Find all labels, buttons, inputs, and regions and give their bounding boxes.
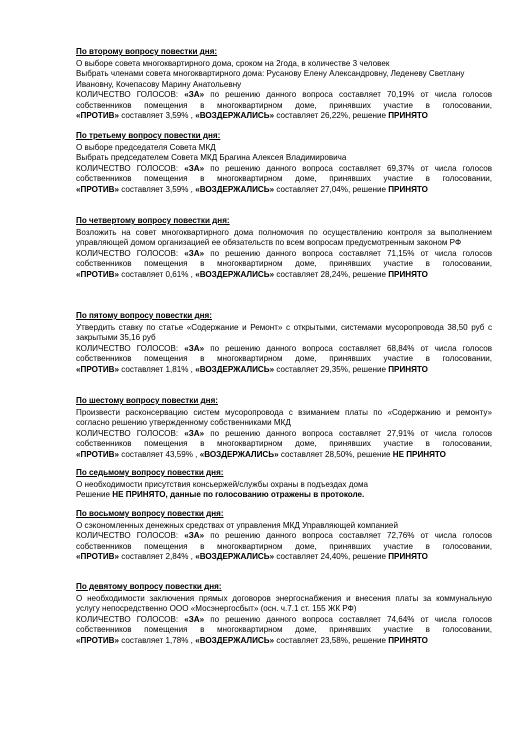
vote-result	[76, 344, 492, 365]
vote-result-tail	[76, 111, 492, 121]
question-text: О необходимости заключения прямых договоров энергоснабжения и внесения платы за коммунальную услугу непосредственно ООО «Мосэнергосбыт» (осн. ч.7.1 ст. 155 ЖК РФ)	[76, 593, 492, 614]
vote-result-tail	[76, 450, 492, 460]
question-8-section	[76, 509, 492, 563]
protiv-text: составляет 1,81% ,	[121, 364, 193, 374]
question-text: Утвердить ставку по статье «Содержание и Ремонт» с открытыми, системами мусоропровода 38,50 руб с закрытыми 35,16 руб	[76, 322, 492, 343]
section-heading: По пятому вопросу повестки дня:	[76, 311, 212, 320]
za-text: по решению данного вопроса составляет 68,84% от числа голосов собственников помещения в многоквартирном доме, принявших участие в голосовании,	[76, 343, 493, 364]
decision-text: Выбрать членами совета многоквартирного дома: Русанову Елену Александровну, Леденеву Светлану Ивановну, Кочепасову Марину Анатольевну	[76, 69, 465, 89]
vote-result-tail	[76, 185, 492, 195]
decision-result: ПРИНЯТО	[388, 552, 428, 562]
za-text: по решению данного вопроса составляет 71,15% от числа голосов собственников помещения в многоквартирном доме, принявших участие в голосовании,	[76, 248, 493, 269]
decision-line	[76, 490, 492, 500]
vote-label: КОЛИЧЕСТВО ГОЛОСОВ:	[76, 531, 179, 541]
vote-result	[76, 615, 492, 636]
za-label: «ЗА»	[184, 614, 205, 624]
vote-result-tail	[76, 270, 492, 280]
vote-result-tail	[76, 636, 492, 646]
vote-label: КОЛИЧЕСТВО ГОЛОСОВ:	[76, 90, 179, 100]
vote-label: КОЛИЧЕСТВО ГОЛОСОВ:	[76, 343, 179, 353]
za-text: по решению данного вопроса составляет 27,91% от числа голосов собственников помещения в многоквартирном доме, принявших участие в голосовании,	[76, 428, 493, 449]
vozd-label: «ВОЗДЕРЖАЛИСЬ»	[195, 269, 275, 279]
protiv-text: составляет 0,61% ,	[121, 269, 193, 279]
vote-result-tail	[76, 552, 492, 562]
question-3-section	[76, 131, 492, 195]
vozd-label: «ВОЗДЕРЖАЛИСЬ»	[195, 184, 275, 194]
protiv-label: «ПРОТИВ»	[76, 364, 120, 374]
za-label: «ЗА»	[184, 531, 205, 541]
vote-result	[76, 164, 492, 185]
vozd-label: «ВОЗДЕРЖАЛИСЬ»	[195, 635, 275, 645]
decision-result: НЕ ПРИНЯТО	[392, 449, 446, 459]
decision-result: ПРИНЯТО	[388, 269, 428, 279]
section-heading: По шестому вопросу повестки дня:	[76, 396, 218, 405]
protiv-text: составляет 43,59% ,	[121, 449, 198, 459]
vote-label: КОЛИЧЕСТВО ГОЛОСОВ:	[76, 163, 179, 173]
question-text: Произвести расконсервацию систем мусоропровода с взиманием платы по «Содержанию и ремонту» согласно решению утвержденному собственниками МКД	[76, 407, 492, 428]
protiv-label: «ПРОТИВ»	[76, 552, 120, 562]
vote-result	[76, 531, 492, 552]
vote-label: КОЛИЧЕСТВО ГОЛОСОВ:	[76, 428, 179, 438]
vote-result	[76, 90, 492, 111]
question-text: О сэкономленных денежных средствах от управления МКД Управляющей компанией	[76, 520, 398, 530]
vote-label: КОЛИЧЕСТВО ГОЛОСОВ:	[76, 248, 179, 258]
vozd-label: «ВОЗДЕРЖАЛИСЬ»	[195, 552, 275, 562]
protiv-label: «ПРОТИВ»	[76, 184, 120, 194]
vozd-label: «ВОЗДЕРЖАЛИСЬ»	[195, 364, 275, 374]
decision-result: ПРИНЯТО	[388, 635, 428, 645]
za-text: по решению данного вопроса составляет 69,37% от числа голосов собственников помещения в многоквартирном доме, принявших участие в голосовании,	[76, 163, 493, 184]
vozd-text: составляет 23,58%, решение	[276, 635, 386, 645]
za-text: по решению данного вопроса составляет 70,19% от числа голосов собственников помещения в многоквартирном доме, принявших участие в голосовании,	[76, 90, 493, 110]
section-heading: По восьмому вопросу повестки дня:	[76, 509, 224, 518]
vozd-text: составляет 29,35%, решение	[276, 364, 386, 374]
za-text: по решению данного вопроса составляет 74,64% от числа голосов собственников помещения в многоквартирном доме, принявших участие в голосовании,	[76, 614, 493, 635]
question-4-section	[76, 216, 492, 280]
vote-result	[76, 249, 492, 270]
protiv-label: «ПРОТИВ»	[76, 269, 120, 279]
protiv-label: «ПРОТИВ»	[76, 635, 120, 645]
question-9-section	[76, 582, 492, 646]
za-label: «ЗА»	[184, 343, 205, 353]
protiv-text: составляет 1,78% ,	[121, 635, 193, 645]
section-heading: По девятому вопросу повестки дня:	[76, 582, 222, 591]
vozd-label: «ВОЗДЕРЖАЛИСЬ»	[195, 110, 275, 120]
question-text: О необходимости присутствия консьержей/службы охраны в подъездах дома	[76, 479, 369, 489]
decision-result: ПРИНЯТО	[388, 364, 428, 374]
decision-result: ПРИНЯТО	[388, 184, 428, 194]
za-text: по решению данного вопроса составляет 72,76% от числа голосов собственников помещения в многоквартирном доме, принявших участие в голосовании,	[76, 531, 493, 551]
section-heading: По второму вопросу повестки дня:	[76, 47, 218, 56]
question-text: О выборе председателя Совета МКД	[76, 142, 216, 152]
decision-text: Выбрать председателем Совета МКД Брагина Алексея Владимировича	[76, 153, 347, 163]
question-2-section	[76, 47, 492, 121]
section-heading: По седьмому вопросу повестки дня:	[76, 468, 224, 477]
vote-result-tail	[76, 365, 492, 375]
vozd-text: составляет 27,04%, решение	[276, 184, 386, 194]
vozd-label: «ВОЗДЕРЖАЛИСЬ»	[199, 449, 279, 459]
protiv-text: составляет 2,84% ,	[121, 552, 193, 562]
decision-prefix: Решение	[76, 490, 111, 500]
vote-result	[76, 429, 492, 450]
vozd-text: составляет 28,50%, решение	[280, 449, 391, 459]
protiv-label: «ПРОТИВ»	[76, 110, 120, 120]
za-label: «ЗА»	[184, 163, 205, 173]
question-text: О выборе совета многоквартирного дома, сроком на 2года, в количестве 3 человек	[76, 58, 390, 68]
protiv-text: составляет 3,59% ,	[121, 184, 193, 194]
vote-label: КОЛИЧЕСТВО ГОЛОСОВ:	[76, 614, 179, 624]
question-text: Возложить на совет многоквартирного дома полномочия по осуществлению контроля за выполнением управляющей домом организацией ее обязательств по всем вопросам предусмотренным законом РФ	[76, 227, 492, 248]
za-label: «ЗА»	[184, 248, 205, 258]
vozd-text: составляет 24,40%, решение	[276, 552, 386, 562]
decision-result: НЕ ПРИНЯТО, данные по голосованию отражены в протоколе.	[112, 490, 365, 500]
protiv-label: «ПРОТИВ»	[76, 449, 120, 459]
question-5-section	[76, 311, 492, 375]
za-label: «ЗА»	[184, 90, 205, 100]
decision-result: ПРИНЯТО	[388, 110, 428, 120]
section-heading: По четвертому вопросу повестки дня:	[76, 216, 230, 225]
za-label: «ЗА»	[184, 428, 205, 438]
question-6-section	[76, 396, 492, 460]
vozd-text: составляет 28,24%, решение	[276, 269, 386, 279]
question-7-section	[76, 468, 492, 501]
protiv-text: составляет 3,59% ,	[121, 110, 193, 120]
vozd-text: составляет 26,22%, решение	[276, 110, 386, 120]
section-heading: По третьему вопросу повестки дня:	[76, 131, 221, 140]
